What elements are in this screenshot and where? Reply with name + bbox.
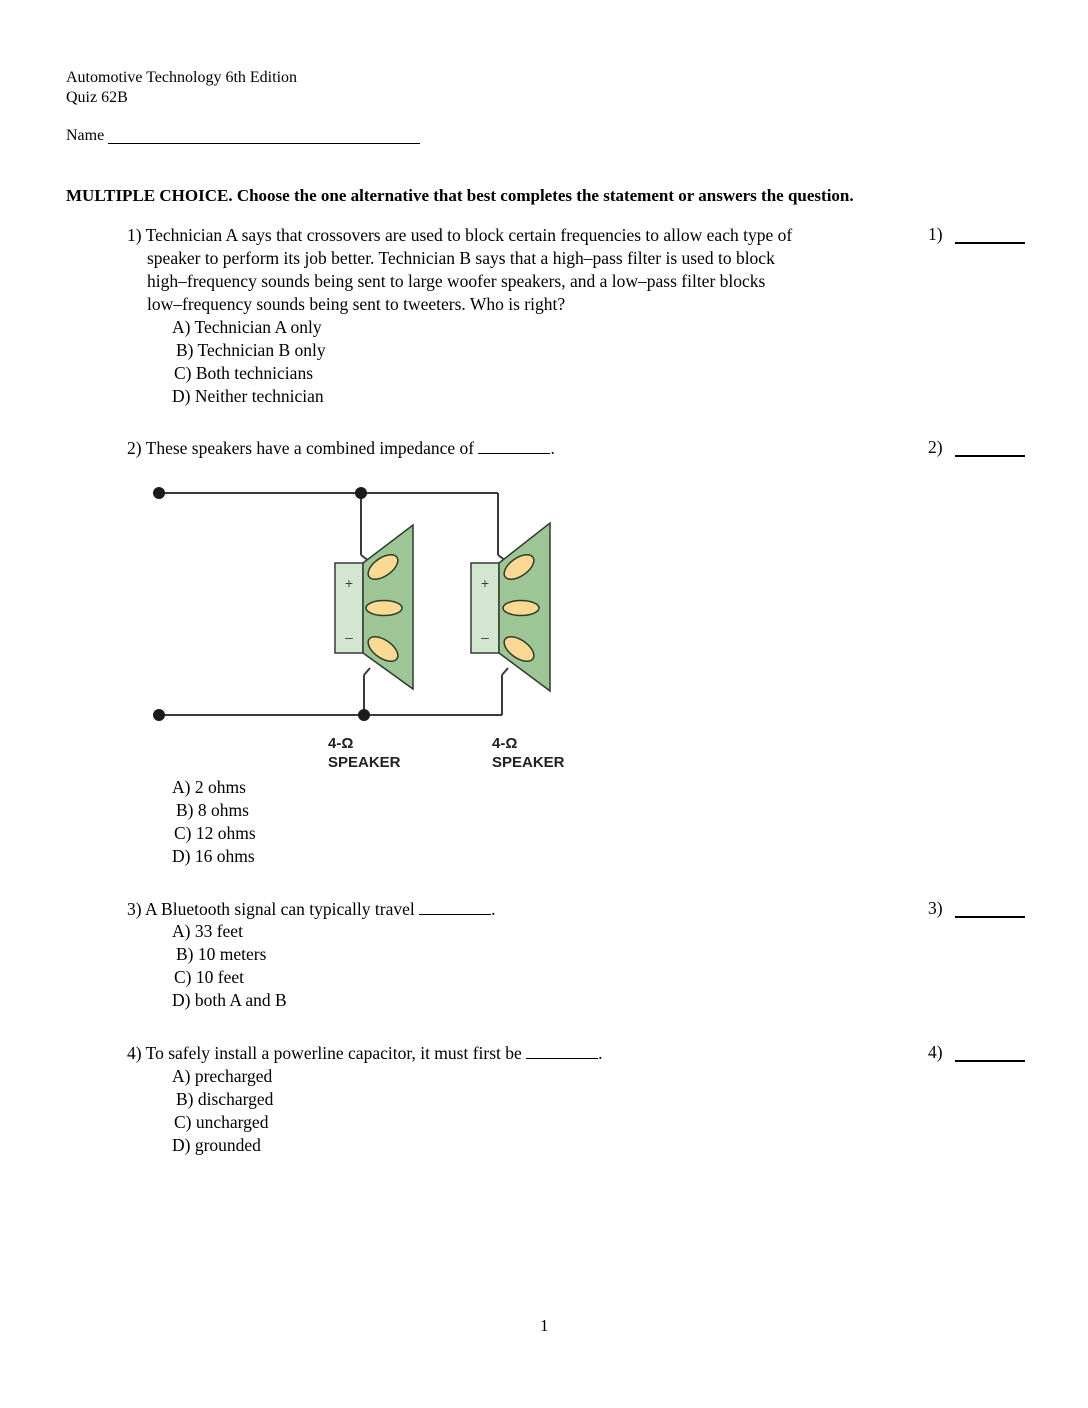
question-1-option-d[interactable]: D) Neither technician — [172, 386, 324, 406]
question-2-inline-blank — [478, 439, 550, 454]
speaker2-bottom-lead-bend — [502, 668, 508, 675]
question-2-text: 2) These speakers have a combined impedance of — [127, 438, 475, 458]
question-2-option-a[interactable]: A) 2 ohms — [172, 777, 246, 797]
question-3-text: 3) A Bluetooth signal can typically travel — [127, 899, 415, 919]
question-1-option-b[interactable]: B) Technician B only — [176, 340, 326, 360]
instructions: MULTIPLE CHOICE. Choose the one alternative that best completes the statement or answers the question. — [66, 186, 854, 205]
answer-blank-4[interactable] — [955, 1060, 1025, 1062]
answer-number-2: 2) — [928, 437, 943, 457]
answer-blank-2[interactable] — [955, 455, 1025, 457]
question-3-option-d[interactable]: D) both A and B — [172, 990, 287, 1010]
answer-number-3: 3) — [928, 898, 943, 918]
question-2-option-b[interactable]: B) 8 ohms — [176, 800, 249, 820]
speaker1-bottom-lead-bend — [364, 668, 370, 675]
quiz-title: Quiz 62B — [66, 89, 128, 106]
speaker-2-rating: 4-Ω — [492, 735, 518, 752]
question-2-option-d[interactable]: D) 16 ohms — [172, 846, 255, 866]
terminal-top-left — [153, 487, 165, 499]
question-3-period: . — [491, 899, 496, 919]
question-4-option-b[interactable]: B) discharged — [176, 1089, 274, 1109]
name-label: Name — [66, 127, 105, 144]
page-number: 1 — [540, 1316, 549, 1335]
question-4-text: 4) To safely install a powerline capacitor, it must first be — [127, 1043, 522, 1063]
question-3-inline-blank — [419, 900, 491, 915]
answer-number-1: 1) — [928, 224, 943, 244]
question-3-option-c[interactable]: C) 10 feet — [174, 967, 244, 987]
question-2-period: . — [550, 438, 555, 458]
question-1-line-3: high–frequency sounds being sent to large woofer speakers, and a low–pass filter blocks — [147, 271, 766, 291]
parallel-speakers-diagram — [140, 475, 600, 735]
speaker-1-plus: + — [344, 575, 354, 591]
speaker-2-minus: – — [481, 629, 489, 645]
question-4-period: . — [598, 1043, 603, 1063]
speaker-2-ellipse-middle — [503, 601, 539, 616]
question-2-stem — [127, 437, 555, 460]
question-4-inline-blank — [526, 1044, 598, 1059]
speaker-1-label: SPEAKER — [328, 754, 401, 771]
answer-number-4: 4) — [928, 1042, 943, 1062]
question-3-stem — [127, 898, 495, 921]
question-1-option-c[interactable]: C) Both technicians — [174, 363, 314, 383]
speaker-1-ellipse-middle — [366, 601, 402, 616]
speaker-2-plus: + — [480, 575, 490, 591]
question-3-option-a[interactable]: A) 33 feet — [172, 921, 243, 941]
question-3-option-b[interactable]: B) 10 meters — [176, 944, 267, 964]
speaker-2-icon — [471, 523, 550, 691]
speaker-1-icon — [335, 525, 413, 689]
question-1-line-4: low–frequency sounds being sent to tweeters. Who is right? — [147, 294, 566, 314]
speaker-2-label: SPEAKER — [492, 754, 565, 771]
answer-blank-1[interactable] — [955, 242, 1025, 244]
question-4-stem — [127, 1042, 603, 1065]
terminal-bottom-left — [153, 709, 165, 721]
question-2-option-c[interactable]: C) 12 ohms — [174, 823, 256, 843]
question-4-option-d[interactable]: D) grounded — [172, 1135, 261, 1155]
speaker-1-rating: 4-Ω — [328, 735, 354, 752]
junction-bottom — [358, 709, 370, 721]
question-1-option-a[interactable]: A) Technician A only — [172, 317, 322, 337]
question-4-option-a[interactable]: A) precharged — [172, 1066, 273, 1086]
name-input-line[interactable] — [108, 143, 420, 144]
question-1-line-2: speaker to perform its job better. Technician B says that a high–pass filter is used to block — [147, 248, 775, 268]
speaker-1-minus: – — [345, 629, 353, 645]
answer-blank-3[interactable] — [955, 916, 1025, 918]
junction-top — [355, 487, 367, 499]
question-4-option-c[interactable]: C) uncharged — [174, 1112, 269, 1132]
question-1-line-1: 1) Technician A says that crossovers are used to block certain frequencies to allow each type of — [127, 225, 793, 245]
book-title: Automotive Technology 6th Edition — [66, 69, 298, 86]
